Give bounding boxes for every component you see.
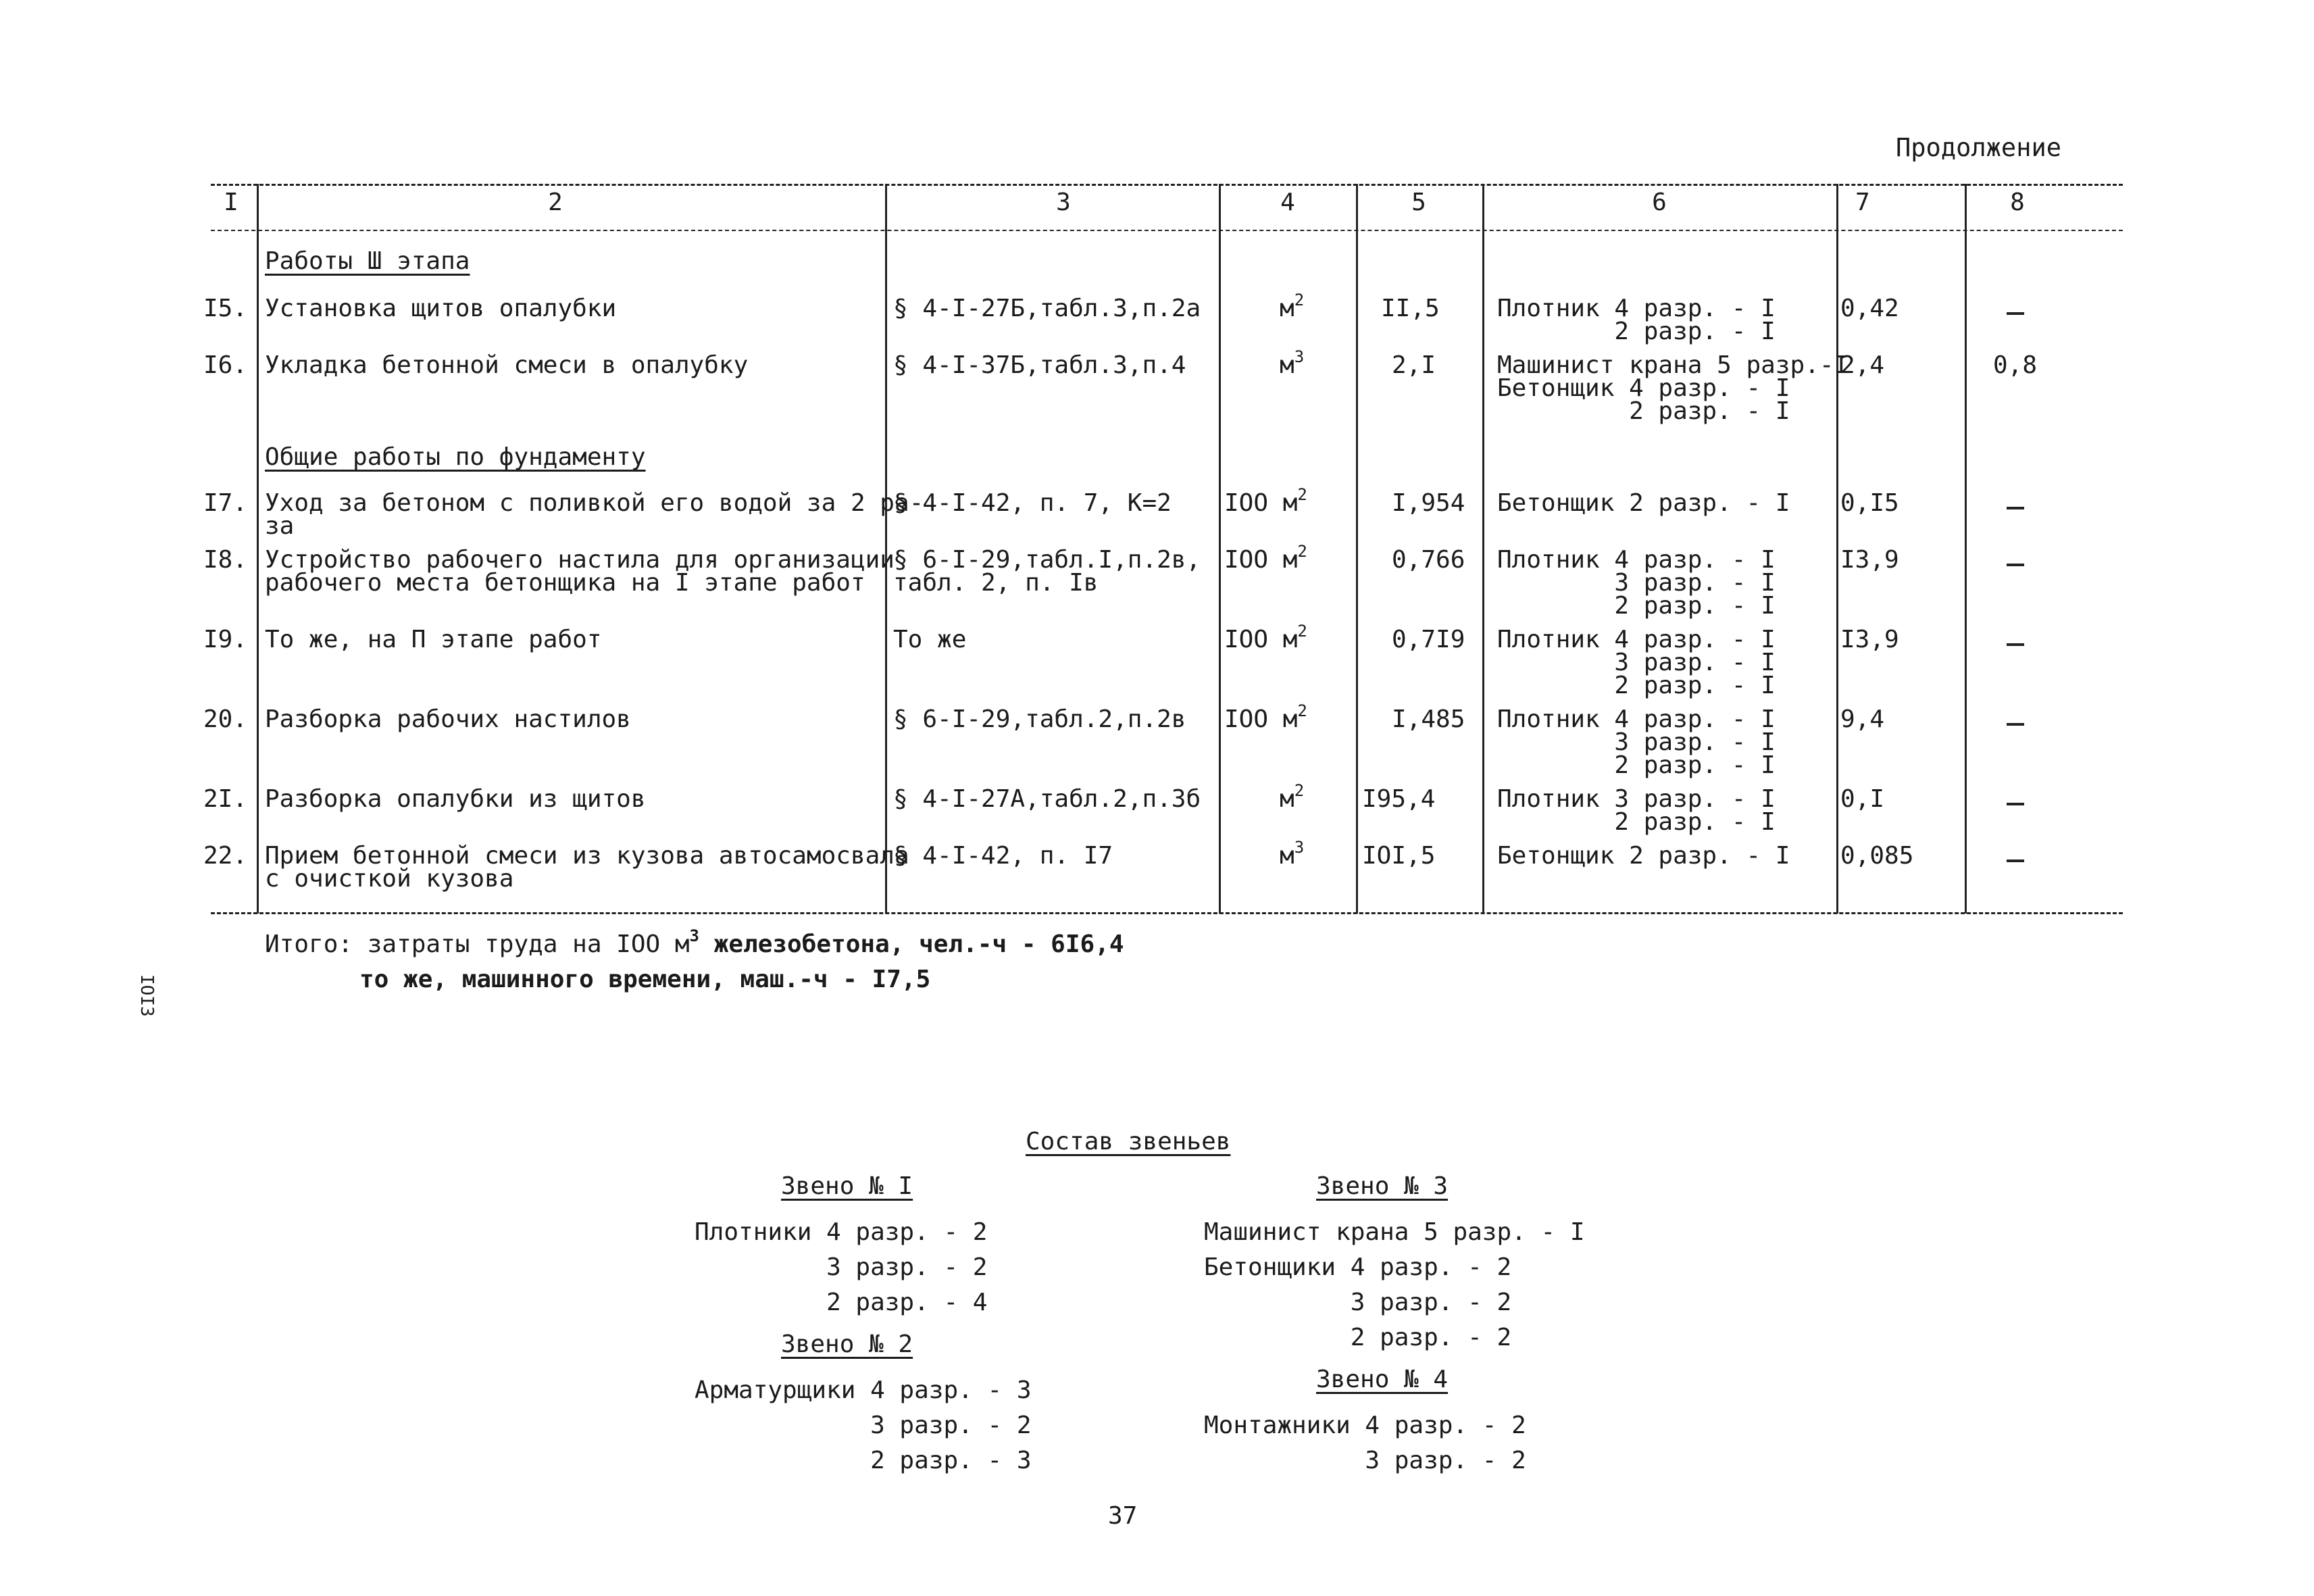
crew-line: Машинист крана 5 разр.-I	[1497, 351, 1849, 379]
column-header-6: 6	[1652, 189, 1667, 216]
column-header-4: 4	[1280, 189, 1295, 216]
crew-unit-2-title: Звено № 2	[781, 1330, 913, 1358]
crew-line: 3 разр. - I	[1497, 649, 1776, 676]
norm-reference: табл. 2, п. Iв	[893, 569, 1099, 597]
norm-reference: То же	[893, 626, 967, 653]
row-number: I7.	[203, 489, 247, 517]
unit: $м^2$	[1280, 781, 1305, 813]
crew-line: Плотник 4 разр. - I	[1497, 705, 1776, 733]
row-number: I6.	[203, 351, 247, 379]
labor-norm: 0,I5	[1840, 489, 1899, 517]
crew-unit-3-line: 2 разр. - 2	[1204, 1324, 1512, 1351]
norm-reference: § 6-I-29,табл.2,п.2в	[893, 705, 1186, 733]
col-divider-6	[1836, 184, 1838, 914]
crew-line: Бетонщик 2 разр. - I	[1497, 842, 1790, 870]
labor-norm: 2,4	[1840, 351, 1885, 379]
machine-time-dash	[2007, 312, 2024, 315]
crew-unit-2-line: 3 разр. - 2	[695, 1412, 1032, 1439]
crew-unit-1-line: 2 разр. - 4	[695, 1289, 988, 1316]
quantity: IOI,5	[1362, 842, 1436, 870]
col-divider-4	[1356, 184, 1358, 914]
labor-norm: I3,9	[1840, 626, 1899, 653]
row-number: I9.	[203, 626, 247, 653]
crew-line: Плотник 4 разр. - I	[1497, 546, 1776, 574]
margin-mark: IOI3	[136, 974, 157, 1017]
row-number: 22.	[203, 842, 247, 870]
col-divider-7	[1965, 184, 1967, 914]
row-number: I8.	[203, 546, 247, 574]
column-header-1: I	[224, 189, 238, 216]
quantity: I95,4	[1362, 785, 1436, 813]
norm-reference: § 4-I-42, п. 7, К=2	[893, 489, 1172, 517]
crew-line: Плотник 4 разр. - I	[1497, 626, 1776, 653]
norm-reference: § 6-I-29,табл.I,п.2в,	[893, 546, 1201, 574]
work-name: Прием бетонной смеси из кузова автосамосвала	[265, 842, 909, 870]
machine-time-dash	[2007, 643, 2024, 646]
crew-unit-4-title: Звено № 4	[1316, 1366, 1449, 1393]
crew-unit-3-line: Бетонщики 4 разр. - 2	[1204, 1253, 1512, 1281]
work-name: Установка щитов опалубки	[265, 295, 617, 322]
column-header-7: 7	[1855, 189, 1870, 216]
crew-composition-title: Состав звеньев	[1026, 1128, 1231, 1155]
machine-time-dash	[2007, 723, 2024, 726]
unit: IOO $м^2$	[1224, 542, 1307, 574]
crew-line: Плотник 3 разр. - I	[1497, 785, 1776, 813]
norm-reference: § 4-I-37Б,табл.3,п.4	[893, 351, 1186, 379]
crew-line: 2 разр. - I	[1497, 672, 1776, 699]
crew-unit-2-line: 2 разр. - 3	[695, 1447, 1032, 1474]
norm-reference: § 4-I-42, п. I7	[893, 842, 1113, 870]
column-header-3: 3	[1056, 189, 1071, 216]
quantity: 0,7I9	[1392, 626, 1465, 653]
quantity: 2,I	[1392, 351, 1436, 379]
norm-reference: § 4-I-27Б,табл.3,п.2а	[893, 295, 1201, 322]
row-number: 2I.	[203, 785, 247, 813]
work-name: за	[265, 512, 295, 540]
col-divider-5	[1482, 184, 1484, 914]
section-heading-stage3: Работы Ш этапа	[265, 247, 470, 275]
row-number: I5.	[203, 295, 247, 322]
crew-unit-3-line: Машинист крана 5 разр. - I	[1204, 1218, 1585, 1246]
quantity: I,485	[1392, 705, 1465, 733]
unit: $м^3$	[1280, 838, 1305, 870]
page-number: 37	[1108, 1502, 1138, 1530]
work-name: Разборка опалубки из щитов	[265, 785, 646, 813]
unit: IOO $м^2$	[1224, 485, 1307, 517]
machine-time-dash	[2007, 507, 2024, 509]
unit: IOO $м^2$	[1224, 701, 1307, 733]
column-header-5: 5	[1411, 189, 1426, 216]
crew-line: 2 разр. - I	[1497, 808, 1776, 836]
work-name: Укладка бетонной смеси в опалубку	[265, 351, 749, 379]
work-name: Уход за бетоном с поливкой его водой за 2 ра-	[265, 489, 924, 517]
crew-unit-2-line: Арматурщики 4 разр. - 3	[695, 1376, 1032, 1404]
work-name: рабочего места бетонщика на I этапе работ	[265, 569, 865, 597]
labor-norm: 9,4	[1840, 705, 1885, 733]
col-divider-3	[1219, 184, 1221, 914]
work-name: Разборка рабочих настилов	[265, 705, 631, 733]
work-name: То же, на П этапе работ	[265, 626, 602, 653]
unit: $м^3$	[1280, 347, 1305, 379]
unit: IOO $м^2$	[1224, 622, 1307, 653]
unit: $м^2$	[1280, 291, 1305, 322]
section-heading-general: Общие работы по фундаменту	[265, 443, 646, 471]
crew-line: 3 разр. - I	[1497, 569, 1776, 597]
crew-line: 2 разр. - I	[1497, 318, 1776, 345]
machine-time-dash	[2007, 859, 2024, 862]
labor-norm: 0,42	[1840, 295, 1899, 322]
quantity: I,954	[1392, 489, 1465, 517]
totals-labor: Итого: затраты труда на IOO $м^3$ железобетона, чел.-ч - 6I6,4	[265, 926, 1124, 958]
crew-line: Бетонщик 4 разр. - I	[1497, 374, 1790, 402]
crew-unit-4-line: Монтажники 4 разр. - 2	[1204, 1412, 1526, 1439]
quantity: II,5	[1381, 295, 1440, 322]
crew-line: 3 разр. - I	[1497, 728, 1776, 756]
crew-unit-1-title: Звено № I	[781, 1172, 913, 1200]
crew-line: Бетонщик 2 разр. - I	[1497, 489, 1790, 517]
machine-time: 0,8	[1993, 351, 2038, 379]
totals-machine: то же, машинного времени, маш.-ч - I7,5	[359, 966, 931, 993]
labor-norm: I3,9	[1840, 546, 1899, 574]
row-number: 20.	[203, 705, 247, 733]
crew-line: Плотник 4 разр. - I	[1497, 295, 1776, 322]
work-name: с очисткой кузова	[265, 865, 514, 893]
crew-unit-1-line: 3 разр. - 2	[695, 1253, 988, 1281]
crew-line: 2 разр. - I	[1497, 397, 1790, 425]
crew-line: 2 разр. - I	[1497, 592, 1776, 620]
crew-unit-4-line: 3 разр. - 2	[1204, 1447, 1526, 1474]
column-header-8: 8	[2010, 189, 2025, 216]
crew-unit-3-line: 3 разр. - 2	[1204, 1289, 1512, 1316]
crew-unit-1-line: Плотники 4 разр. - 2	[695, 1218, 988, 1246]
crew-line: 2 разр. - I	[1497, 751, 1776, 779]
norm-reference: § 4-I-27А,табл.2,п.3б	[893, 785, 1201, 813]
continuation-caption: Продолжение	[1896, 133, 2062, 162]
machine-time-dash	[2007, 803, 2024, 805]
labor-norm: 0,I	[1840, 785, 1885, 813]
column-header-2: 2	[548, 189, 563, 216]
work-name: Устройство рабочего настила для организации	[265, 546, 895, 574]
labor-norm: 0,085	[1840, 842, 1914, 870]
quantity: 0,766	[1392, 546, 1465, 574]
crew-unit-3-title: Звено № 3	[1316, 1172, 1449, 1200]
col-divider-1	[257, 184, 259, 914]
machine-time-dash	[2007, 564, 2024, 566]
